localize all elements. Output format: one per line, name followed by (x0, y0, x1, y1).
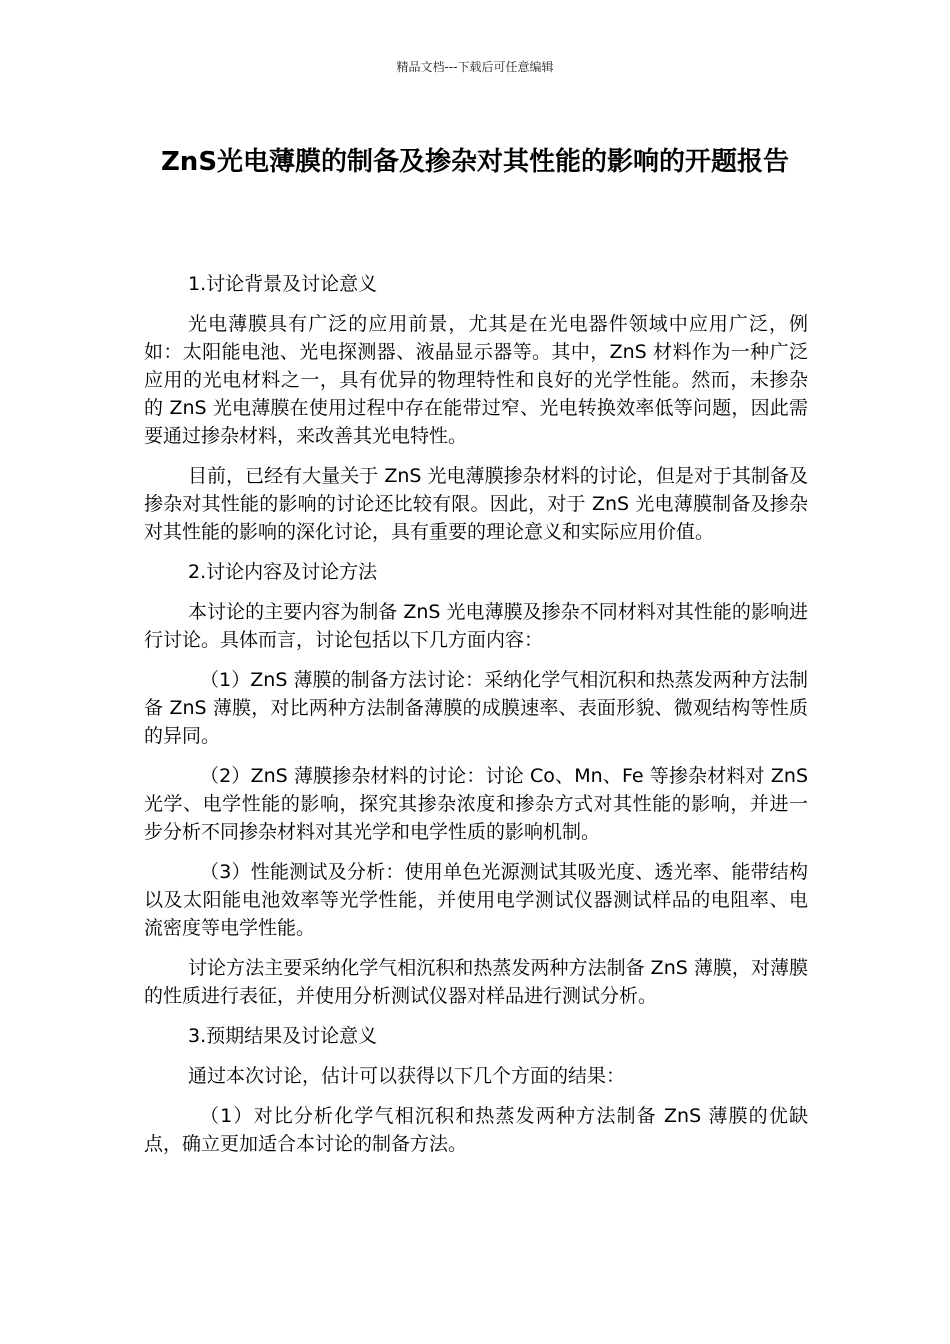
document-title: ZnS光电薄膜的制备及掺杂对其性能的影响的开题报告 (160, 147, 790, 177)
section-heading-2: 2.讨论内容及讨论方法 (188, 561, 378, 583)
document-body (144, 270, 808, 1170)
list-item-1: （1）ZnS 薄膜的制备方法讨论：采纳化学气相沉积和热蒸发两种方法制备 ZnS 薄膜，对比两种方法制备薄膜的成膜速率、表面形貌、微观结构等性质的异同。 (144, 669, 808, 747)
paragraph-2: 目前，已经有大量关于 ZnS 光电薄膜掺杂材料的讨论，但是对于其制备及掺杂对其性能的影响的讨论还比较有限。因此，对于 ZnS 光电薄膜制备及掺杂对其性能的影响的深化讨论，具有重要的理论意义和实际应用价值。 (144, 465, 808, 543)
list-item-4: （1）对比分析化学气相沉积和热蒸发两种方法制备 ZnS 薄膜的优缺点，确立更加适合本讨论的制备方法。 (144, 1105, 808, 1155)
section-heading-1: 1.讨论背景及讨论意义 (188, 273, 378, 295)
paragraph-4: 讨论方法主要采纳化学气相沉积和热蒸发两种方法制备 ZnS 薄膜，对薄膜的性质进行表征，并使用分析测试仪器对样品进行测试分析。 (144, 957, 808, 1007)
page-header-watermark: 精品文档---下载后可任意编辑 (396, 60, 554, 74)
paragraph-3: 本讨论的主要内容为制备 ZnS 光电薄膜及掺杂不同材料对其性能的影响进行讨论。具体而言，讨论包括以下几方面内容： (144, 601, 808, 651)
paragraph-5: 通过本次讨论，估计可以获得以下几个方面的结果： (188, 1065, 626, 1087)
section-heading-3: 3.预期结果及讨论意义 (188, 1025, 378, 1047)
list-item-2: （2）ZnS 薄膜掺杂材料的讨论：讨论 Co、Mn、Fe 等掺杂材料对 ZnS 光学、电学性能的影响，探究其掺杂浓度和掺杂方式对其性能的影响，并进一步分析不同掺杂材料对其光学和电学性质的影响机制。 (144, 765, 808, 843)
list-item-3: （3）性能测试及分析：使用单色光源测试其吸光度、透光率、能带结构以及太阳能电池效率等光学性能，并使用电学测试仪器测试样品的电阻率、电流密度等电学性能。 (144, 861, 808, 939)
paragraph-1: 光电薄膜具有广泛的应用前景，尤其是在光电器件领域中应用广泛，例如：太阳能电池、光电探测器、液晶显示器等。其中，ZnS 材料作为一种广泛应用的光电材料之一，具有优异的物理特性和良好的光学性能。然而，未掺杂的 ZnS 光电薄膜在使用过程中存在能带过窄、光电转换效率低等问题，因此需要通过掺杂材料，来改善其光电特性。 (144, 313, 808, 447)
